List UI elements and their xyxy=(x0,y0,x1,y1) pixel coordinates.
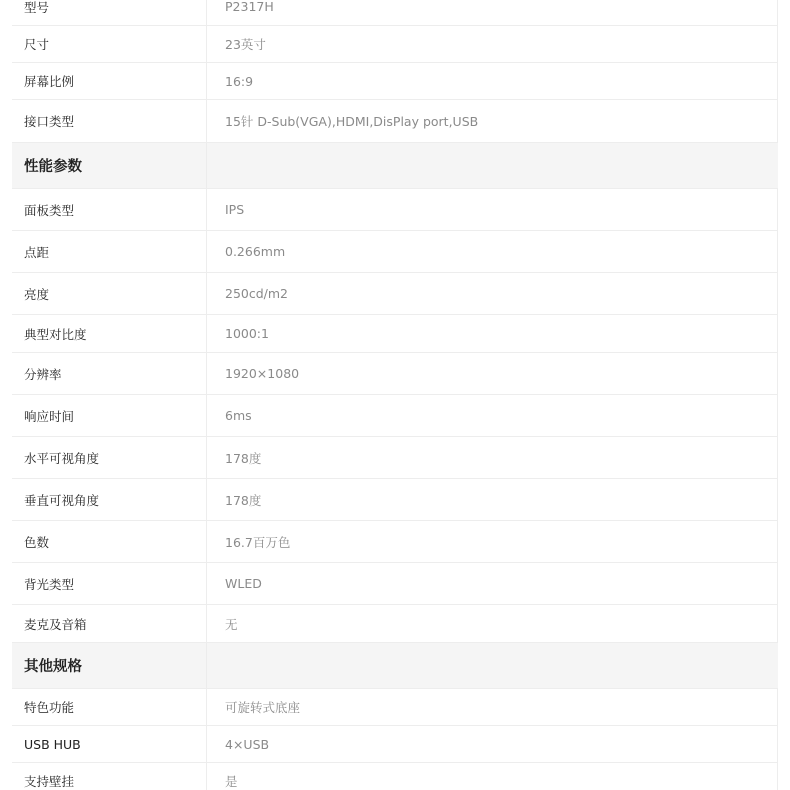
spec-label: 色数 xyxy=(12,521,207,562)
section-title: 性能参数 xyxy=(12,143,207,188)
spec-label: 尺寸 xyxy=(12,26,207,62)
spec-row-mic-speakers xyxy=(12,605,778,643)
spec-value: 4×USB xyxy=(225,736,270,752)
spec-value: P2317H xyxy=(225,0,274,14)
spec-value: 无 xyxy=(225,616,238,632)
spec-label: 响应时间 xyxy=(12,395,207,436)
spec-label: 亮度 xyxy=(12,273,207,314)
spec-row-features xyxy=(12,689,778,726)
section-filler xyxy=(207,643,778,688)
spec-row-contrast xyxy=(12,315,778,353)
spec-value: 1920×1080 xyxy=(225,366,300,381)
spec-label: 麦克及音箱 xyxy=(12,605,207,642)
spec-label: 特色功能 xyxy=(12,689,207,725)
spec-value: 0.266mm xyxy=(225,244,286,259)
spec-row-interfaces xyxy=(12,100,778,143)
section-header-performance xyxy=(12,143,778,189)
spec-row-resolution xyxy=(12,353,778,395)
spec-row-model xyxy=(12,0,778,26)
spec-value: 23英寸 xyxy=(225,37,266,52)
section-title: 其他规格 xyxy=(12,643,207,688)
spec-value: 178度 xyxy=(225,450,262,466)
spec-row-horizontal-angle xyxy=(12,437,778,479)
spec-value: 1000:1 xyxy=(225,326,269,341)
spec-label: 垂直可视角度 xyxy=(12,479,207,520)
spec-row-brightness xyxy=(12,273,778,315)
spec-row-pixel-pitch xyxy=(12,231,778,273)
spec-row-colors xyxy=(12,521,778,563)
spec-label: 面板类型 xyxy=(12,189,207,230)
spec-label: 型号 xyxy=(12,0,207,25)
spec-row-aspect-ratio xyxy=(12,63,778,100)
spec-row-response-time xyxy=(12,395,778,437)
spec-label: 典型对比度 xyxy=(12,315,207,352)
spec-label: 分辨率 xyxy=(12,353,207,394)
spec-label: 屏幕比例 xyxy=(12,63,207,99)
spec-value: 可旋转式底座 xyxy=(225,700,301,715)
spec-row-usb-hub xyxy=(12,726,778,763)
spec-label: 水平可视角度 xyxy=(12,437,207,478)
spec-row-wall-mount xyxy=(12,763,778,790)
spec-value: 是 xyxy=(225,774,238,789)
spec-row-size xyxy=(12,26,778,63)
spec-value: 16:9 xyxy=(225,73,254,89)
spec-label: 接口类型 xyxy=(12,100,207,142)
spec-row-vertical-angle xyxy=(12,479,778,521)
spec-value: 15针 D-Sub(VGA),HDMI,DisPlay port,USB xyxy=(225,114,479,129)
spec-label: 背光类型 xyxy=(12,563,207,604)
spec-value: WLED xyxy=(225,576,262,591)
section-filler xyxy=(207,143,778,188)
spec-label: USB HUB xyxy=(12,726,207,762)
spec-value: IPS xyxy=(225,202,245,217)
spec-label: 支持壁挂 xyxy=(12,763,207,790)
section-header-other xyxy=(12,643,778,689)
spec-row-backlight xyxy=(12,563,778,605)
spec-row-panel-type xyxy=(12,189,778,231)
spec-value: 16.7百万色 xyxy=(225,534,291,550)
spec-table xyxy=(12,0,778,790)
spec-value: 178度 xyxy=(225,492,262,508)
spec-value: 250cd/m2 xyxy=(225,286,289,301)
spec-label: 点距 xyxy=(12,231,207,272)
spec-value: 6ms xyxy=(225,408,252,423)
